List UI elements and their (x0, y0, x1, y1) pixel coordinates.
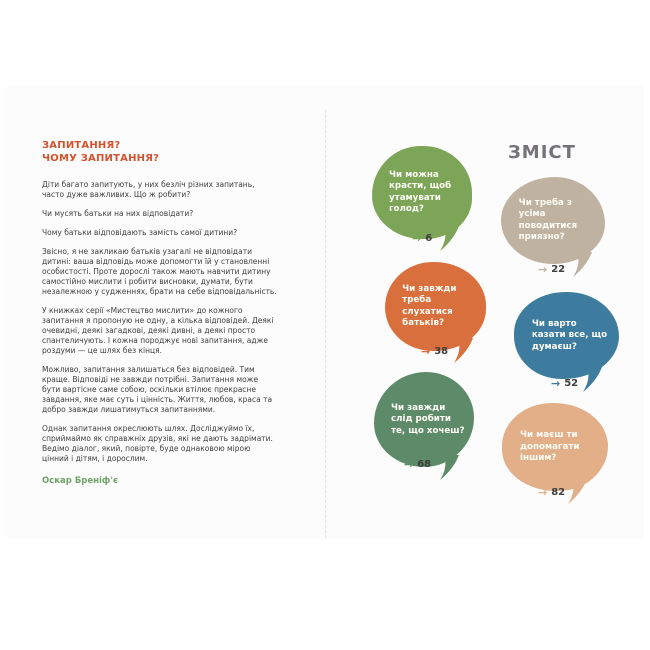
page-number: 6 (425, 233, 433, 244)
toc-entry-bubble-5[interactable] (374, 372, 474, 471)
page-number: 22 (551, 264, 566, 275)
toc-entry-bubble-6[interactable] (502, 403, 608, 499)
paragraph: Однак запитання окреслюють шлях. Досліджуймо їх, сприймаймо як справжніх друзів, які не дають задрімати. Ведімо діалог, який, повірте, буде однаковою мірою цінний і дітям, і дорослим. (42, 424, 273, 463)
page-number: 68 (417, 459, 432, 470)
toc-question: Чи завжди слід робити те, що хочеш? (391, 402, 465, 436)
page-number: 38 (434, 346, 449, 357)
paragraph: У книжках серії «Мистецтво мислити» до кожного запитання я пропоную не одну, а кілька відповідей. Деякі очевидні, деякі загадкові, деякі дивні, а деякі просто спантеличують. І кожна породжує нові запитання, адже роздуми — це шлях без кінця. (42, 306, 274, 355)
speech-bubble-tail (454, 336, 474, 364)
arrow-icon: → (404, 458, 414, 471)
paragraph: Можливо, запитання залишаться без відповідей. Тим краще. Відповіді не завжди потрібні. Запитання може бути вартісне саме собою, оскільки втілює прекрасне завдання, яке має суть і цінність. Життя, любов, краса та добро завжди лишатимуться запитаннями. (42, 365, 273, 414)
page-number: 52 (564, 378, 579, 389)
toc-question: Чи завжди треба слухатися батьків? (402, 283, 457, 328)
arrow-icon: → (412, 232, 422, 245)
toc-question: Чи маєш ти допомагати іншим? (520, 429, 580, 463)
toc-question: Чи можна красти, щоб утамувати голод? (389, 169, 452, 214)
speech-bubble-tail (573, 250, 593, 278)
speech-bubble-tail (583, 365, 603, 393)
speech-bubble-tail (440, 453, 460, 481)
author-signature: Оскар Бреніф'є (42, 476, 119, 486)
paragraph: Звісно, я не закликаю батьків узагалі не відповідати дитині: ваша відповідь може допомогти їй у становленні особистості. Проте дорослі також мають навчити дитину самостійно мислити і робити висновки, думати, бути незалежною у судженнях, брати на себе відповідальність. (42, 247, 277, 296)
toc-page-link[interactable] (551, 378, 578, 389)
toc-entry-bubble-4[interactable] (514, 292, 619, 390)
arrow-icon: → (421, 345, 431, 358)
arrow-icon: → (551, 377, 561, 390)
toc-entry-bubble-1[interactable] (372, 146, 472, 245)
toc-page-link[interactable] (412, 233, 432, 244)
intro-heading-line2: ЧОМУ ЗАПИТАННЯ? (42, 153, 160, 164)
intro-page (42, 139, 278, 486)
paragraph: Чому батьки відповідають замість самої дитини? (42, 228, 238, 237)
toc-title: ЗМІСТ (508, 142, 576, 163)
toc-question: Чи варто казати все, що думаєш? (531, 318, 608, 352)
toc-page-link[interactable] (421, 346, 448, 357)
toc-page-link[interactable] (404, 459, 431, 470)
speech-bubble-tail (568, 477, 588, 505)
paragraph: Чи мусять батьки на них відповідати? (42, 209, 194, 218)
page-fold-dashed-line (325, 110, 326, 538)
paragraph: Діти багато запитують, у них безліч різних запитань, часто дуже важливих. Що ж робити? (42, 180, 255, 199)
arrow-icon: → (538, 486, 548, 499)
page-number: 82 (551, 487, 566, 498)
toc-page-link[interactable] (538, 264, 565, 275)
intro-heading-line1: ЗАПИТАННЯ? (42, 140, 121, 151)
intro-body (42, 180, 278, 464)
toc-entry-bubble-3[interactable] (385, 262, 486, 358)
arrow-icon: → (538, 263, 548, 276)
speech-bubble-tail (440, 224, 460, 252)
toc-entry-bubble-2[interactable] (501, 177, 605, 276)
toc-page-link[interactable] (538, 487, 565, 498)
toc-question: Чи треба з усіма поводитися приязно? (518, 197, 578, 242)
